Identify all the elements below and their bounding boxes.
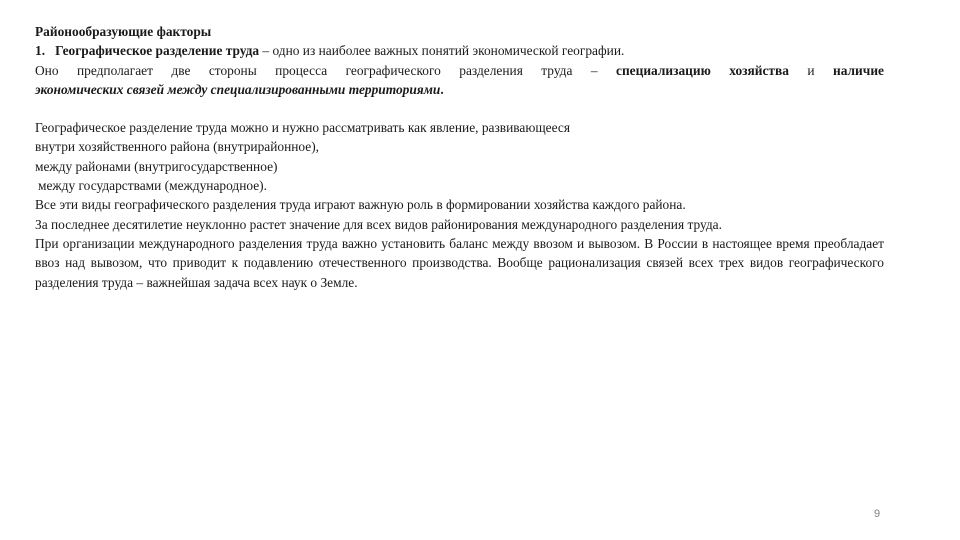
paragraph-2-line-3: между районами (внутригосударственное) (35, 158, 278, 174)
slide-title: Районообразующие факторы (35, 24, 212, 39)
item-1-definition: – одно из наиболее важных понятий экономической географии. (259, 43, 625, 59)
item-1-number: 1. (35, 43, 46, 59)
paragraph-1-bold-specialization: специализацию хозяйства (616, 62, 789, 78)
paragraph-1-line-1 (35, 61, 884, 80)
paragraph-2-line-1: Географическое разделение труда можно и нужно рассматривать как явление, развивающееся (35, 120, 570, 136)
paragraph-1-line-2 (35, 80, 884, 99)
spacer (35, 99, 884, 118)
paragraph-2-line-5: Все эти виды географического разделения труда играют важную роль в формировании хозяйства каждого района. (35, 197, 686, 213)
paragraph-2-line-2: внутри хозяйственного района (внутрирайонное), (35, 139, 320, 155)
paragraph-1-bold-italic: экономических связей между специализированными территориями (35, 81, 441, 97)
page-number: 9 (874, 508, 881, 520)
paragraph-1-bold-presence: наличие (833, 62, 884, 78)
paragraph-2-line-4: между государствами (международное). (38, 178, 267, 194)
item-1-term: Географическое разделение труда (55, 43, 260, 59)
paragraph-1-text: Оно предполагает две стороны процесса географического разделения труда – (35, 62, 617, 78)
slide-body (35, 22, 884, 292)
paragraph-1-conjunction: и (788, 62, 834, 78)
paragraph-2-line-7: При организации международного разделения труда важно установить баланс между ввозом и вывозом. В России в настоящее время преобладает ввоз над вывозом, что приводит к подавлению отечественного производства. Вообще рационализация связей всех трех видов географического разделения труда – важнейшая задача всех наук о Земле. (35, 235, 884, 290)
paragraph-2-line-6: За последнее десятилетие неуклонно растет значение для всех видов районирования международного разделения труда. (35, 216, 722, 232)
item-1 (35, 41, 884, 60)
paragraph-1-period: . (440, 81, 444, 97)
